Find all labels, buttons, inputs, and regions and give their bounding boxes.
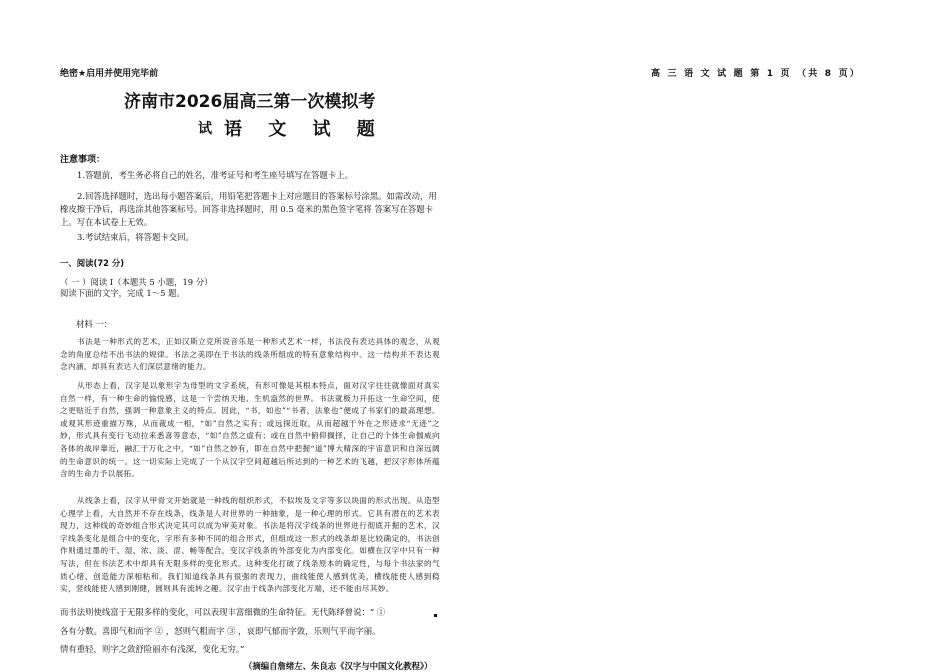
fill-blank-line: 情有重轻，则字之敛舒险丽亦有浅深，变化无穷。” [60, 644, 245, 654]
reading-paragraph: 书法是一种形式的艺术，正如汉斯立克所说音乐是一种形式艺术一样，书法没有表达具体的观念，从观念的角度总结不出书法的规律。书法之美即在于书法的线条所组成的特有意象结构中。这一结构并不表达观念内涵，却具有表达人们深层意绪的能力。 [60, 337, 440, 372]
confidential-label: 绝密★启用并使用完毕前 [60, 69, 159, 79]
fill-blank-line: 而书法则使线富于无限多样的变化，可以表现丰富细微的生命特征。无代陈绎曾说：“ ① [60, 607, 386, 617]
reading-paragraph: 从形态上看，汉字是以象形字为母型的文字系统，有形可像是其根本特点，面对汉字往往就像面对真实自然一样，有一种生命的愉悦感，这是一个尝纳天地、生机盎然的世界。书法就极力开拓这一生命空间，使之更贴近于自然，强调一种意象主义的特点。因此，“书，如也”“书者，法象也”便成了书家们的最高理想。或观其形迹重描万殊，从而裁成一相，“如”自然之实有；或远探近取，从而超越于外在之形迹求“无迹”之妙，形式具有变行飞动拉来悉喜等意态，“如”自然之虚有；或在自然中俯仰搁择，让自己的个体生命伽威向各体的战岸靠近，融汇于万化之中，“如”自然之妙有，即在自然中把握“道”博大精深的宇宙意识和自深远阔的生命意识的统一。这一切实际上完成了一个从汉字空间超越后所达到的一种艺术的飞越，把汉字形体所蕴含的生命力予以展拓。 [60, 381, 440, 479]
exam-subject-title: 语 文 试 题 [224, 119, 385, 140]
exam-title: 济南市2026届高三第一次模拟考 [124, 92, 376, 112]
page-number-header: 高 三 语 文 试 题 第 1 页 （共 8 页） [651, 69, 861, 79]
notice-item: 2.回答选择题时，选出每小题答案后，用铅笔把答题卡上对应题目的答案标号涂黑。如需改动，用橡皮擦干净后，再选涂其他答案标号。回答非选择题时，用 0.5 毫米的黑色签字笔将 答案写在答题卡上。写在本试卷上无效。 [60, 191, 437, 227]
source-citation: （摘编自詹绪左、朱良志《汉字与中国文化教程》） [244, 661, 433, 671]
notice-item: 3.考试结束后，将答题卡交回。 [77, 232, 194, 242]
material-label: 材料 一： [76, 319, 113, 329]
exam-title-prefix: 试 [198, 121, 212, 137]
notice-heading: 注意事项： [60, 155, 106, 165]
fill-blank-line: 各有分数。喜即气和而字 ② ，怒则气粗而字 ③ ，哀即气郁而字敛，乐则气平而字丽。 [60, 626, 381, 636]
section-heading: 一、阅读(72 分) [60, 258, 125, 268]
reading-paragraph: 从线条上看，汉字从甲骨文开始就是一种线的组织形式，不似埃及文字等多以块面的形式出现。从造型心理学上看，大自然并不存在线条，线条是人对世界的一种抽象，是一种心理的形式。它具有潜在的艺术表现力，这种线的奇妙组合形式决定其可以成为审美对象。书法是将汉字线条的世界进行彻底开掘的艺术，汉字线条变化是组合中的变化，字形有多种不同的组合形式，但组成这一形式的线条却是比较确定的，书法创作则通过墨的干、湿、浓、淡、涩、畅等配合，变汉字线条的外部变化为内部变化。如横在汉字中只有一种写法，但在书法艺术中却具有无限多样的变化形式。这种变化打破了线条原本的确定性，与每个书法家的气质心绪、创造能力深相粘和。我们知道线条具有很强的表现力，曲线能使人感到优美，横线能使人感到稳实，竖线能使人感到刚健，圆则具有流转之趣。汉字由于线条内部变化万端，还不能由尽其妙。 [60, 496, 440, 594]
notice-item: 1.答题前，考生务必将自己的姓名，准考证号和考生座号填写在答题卡上。 [77, 170, 353, 180]
question-intro: （ 一 ）阅读 I（本题共 5 小题，19 分） 阅读下面的文字，完成 1～5 题。 [60, 277, 213, 298]
